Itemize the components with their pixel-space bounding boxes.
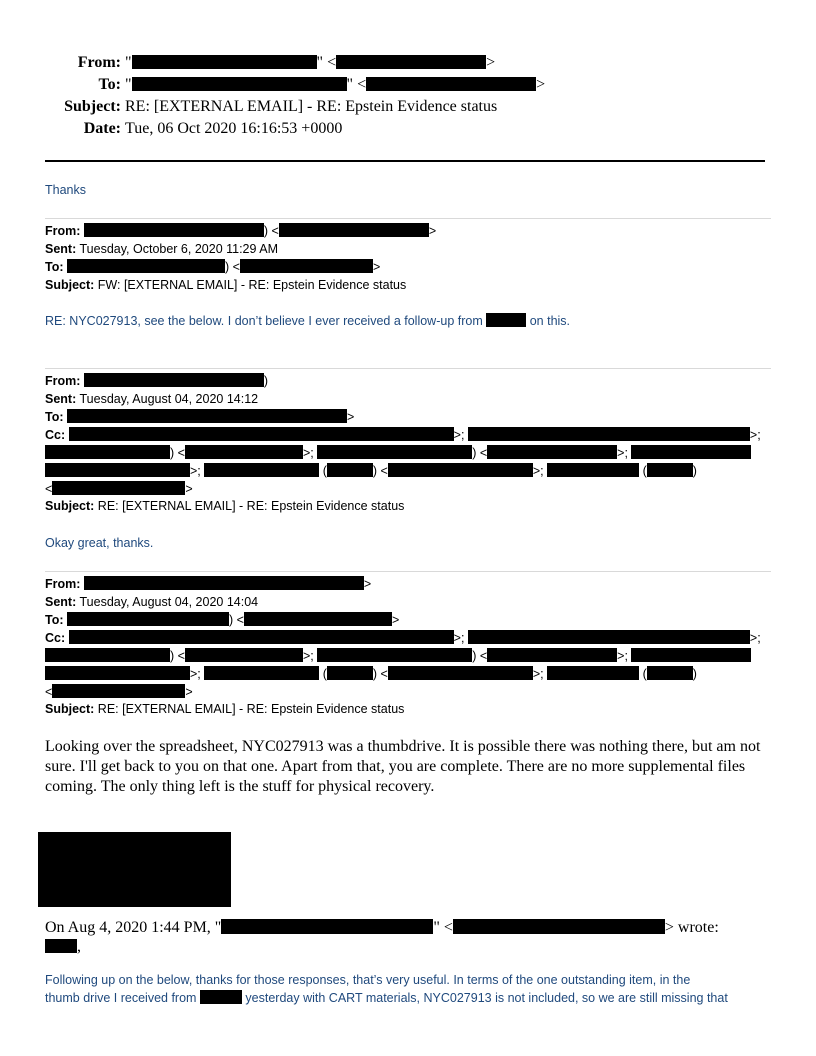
redaction	[388, 463, 533, 477]
redacted-signature	[38, 832, 231, 907]
redaction	[132, 55, 317, 69]
header-to-row: To: " " < >	[0, 75, 545, 95]
quoted-body-line2: thumb drive I received from yesterday with CART materials, NYC027913 is not included, so we are still missing that	[45, 991, 728, 1005]
redaction	[317, 648, 472, 662]
redaction	[200, 990, 242, 1004]
redaction	[185, 445, 303, 459]
redaction	[185, 648, 303, 662]
redaction	[468, 427, 750, 441]
redaction	[317, 445, 472, 459]
redaction	[631, 648, 751, 662]
redaction	[244, 612, 392, 626]
redaction	[487, 648, 617, 662]
redaction	[45, 445, 170, 459]
msg3-cc-3: >; ( ) < >; ( )	[45, 462, 697, 480]
redaction	[453, 919, 665, 934]
msg3-to: To: >	[45, 410, 355, 424]
msg3-from: From: )	[45, 374, 269, 388]
redaction	[84, 373, 264, 387]
redaction	[69, 630, 454, 644]
redaction	[204, 666, 319, 680]
redaction	[67, 409, 347, 423]
redaction	[468, 630, 750, 644]
header-from-row: From: " " < >	[0, 53, 495, 73]
msg4-sent: Sent: Tuesday, August 04, 2020 14:04	[45, 595, 259, 609]
redaction	[486, 313, 526, 327]
separator	[45, 571, 771, 572]
redaction	[240, 259, 373, 273]
quoted-body-line1: Following up on the below, thanks for those responses, that’s very useful. In terms of the one outstanding item, in the	[45, 973, 691, 987]
redaction	[45, 648, 170, 662]
redaction	[366, 77, 536, 91]
redaction	[547, 666, 639, 680]
msg3-cc: Cc: >; >;	[45, 428, 761, 442]
msg4-cc: Cc: >; >;	[45, 631, 761, 645]
subject-label: Subject:	[64, 98, 121, 115]
msg4-cc-4: < >	[45, 685, 193, 699]
redaction	[45, 939, 77, 953]
date-label: Date:	[83, 120, 121, 137]
header-subject-row	[0, 97, 497, 117]
msg4-from: From: >	[45, 577, 372, 591]
subject-value: RE: [EXTERNAL EMAIL] - RE: Epstein Evidence status	[125, 98, 498, 115]
redaction	[327, 666, 373, 680]
msg2-subject: Subject: FW: [EXTERNAL EMAIL] - RE: Epstein Evidence status	[45, 278, 407, 292]
msg4-body: Looking over the spreadsheet, NYC027913 was a thumbdrive. It is possible there was nothing there, but am not sure. I'll get back to you on that one. Apart from that, you are complete. There are no more supplemental files coming. The only thing left is the stuff for physical recovery.	[45, 738, 761, 795]
redaction	[327, 463, 373, 477]
msg4-to: To: ) < >	[45, 613, 400, 627]
msg3-sent: Sent: Tuesday, August 04, 2020 14:12	[45, 392, 259, 406]
msg3-cc-4: < >	[45, 482, 193, 496]
redaction	[647, 463, 693, 477]
redaction	[279, 223, 429, 237]
separator	[45, 368, 771, 369]
redaction	[547, 463, 639, 477]
msg2-to: To: ) < >	[45, 260, 381, 274]
redaction	[45, 666, 190, 680]
redaction	[52, 684, 185, 698]
to-label: To:	[98, 76, 121, 93]
msg4-cc-3: >; ( ) < >; ( )	[45, 665, 697, 683]
reply-thanks: Thanks	[45, 183, 86, 197]
redaction	[388, 666, 533, 680]
header-date-row	[0, 119, 342, 139]
separator	[45, 218, 771, 219]
redaction	[69, 427, 454, 441]
header-divider	[45, 160, 765, 162]
from-label: From:	[77, 54, 121, 71]
redaction	[204, 463, 319, 477]
quoted-salutation: ,	[45, 937, 765, 957]
redaction	[221, 919, 433, 934]
quoted-intro: On Aug 4, 2020 1:44 PM, " " < > wrote:	[45, 919, 719, 936]
redaction	[631, 445, 751, 459]
msg2-sent: Sent: Tuesday, October 6, 2020 11:29 AM	[45, 242, 278, 256]
msg3-cc-2: ) < >; ) < >;	[45, 444, 751, 462]
redaction	[336, 55, 486, 69]
redaction	[132, 77, 347, 91]
msg4-subject: Subject: RE: [EXTERNAL EMAIL] - RE: Epstein Evidence status	[45, 702, 405, 716]
redaction	[67, 259, 225, 273]
redaction	[67, 612, 229, 626]
msg3-subject: Subject: RE: [EXTERNAL EMAIL] - RE: Epstein Evidence status	[45, 499, 405, 513]
msg2-from: From: ) < >	[45, 224, 437, 238]
redaction	[52, 481, 185, 495]
redaction	[84, 223, 264, 237]
msg2-body: RE: NYC027913, see the below. I don’t believe I ever received a follow-up from on this.	[45, 314, 571, 328]
redaction	[647, 666, 693, 680]
msg3-body: Okay great, thanks.	[45, 536, 154, 550]
redaction	[487, 445, 617, 459]
msg4-cc-2: ) < >; ) < >;	[45, 647, 751, 665]
redaction	[84, 576, 364, 590]
redaction	[45, 463, 190, 477]
date-value: Tue, 06 Oct 2020 16:16:53 +0000	[125, 120, 343, 137]
